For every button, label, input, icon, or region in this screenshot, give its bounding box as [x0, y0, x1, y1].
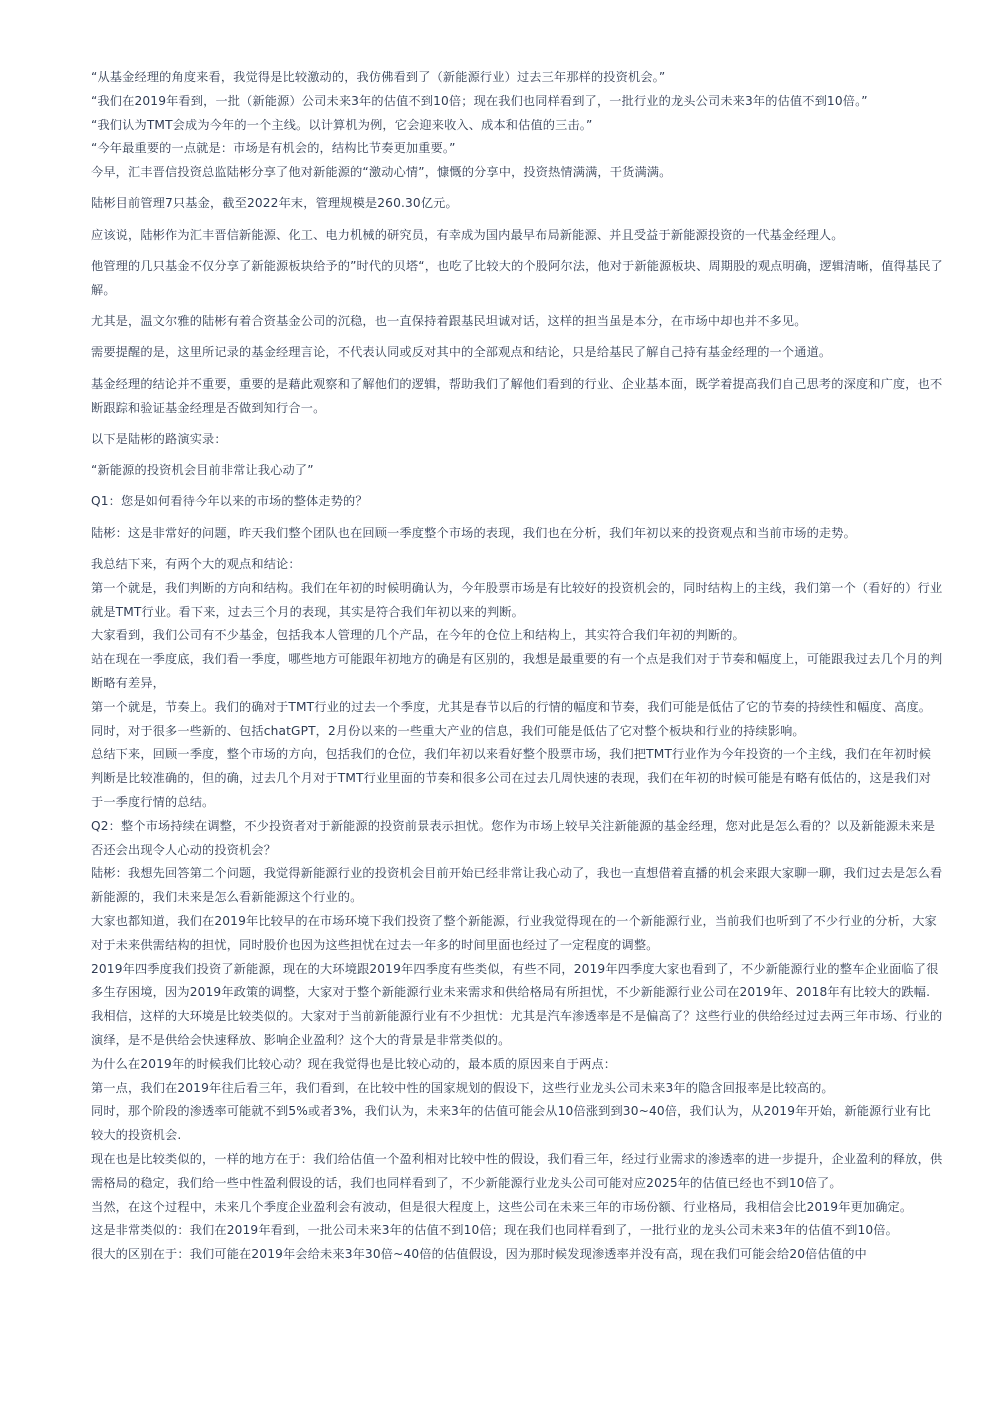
paragraph: 为什么在2019年的时候我们比较心动？现在我觉得也是比较心动的，最本质的原因来自于两点：: [91, 1056, 617, 1071]
paragraph: 2019年四季度我们投资了新能源，现在的大环境跟2019年四季度有些类似，有些不同，2019年四季度大家也看到了，不少新能源行业的整车企业面临了很多生存困境，因为2019年政策的调整，大家对于整个新能源行业未来需求和供给格局有所担忧，不少新能源行业公司在2019年、2018年有比较大的跌幅.: [91, 961, 939, 1000]
paragraph: Q2：整个市场持续在调整，不少投资者对于新能源的投资前景表示担忧。您作为市场上较早关注新能源的基金经理，您对此是怎么看的？以及新能源未来是否还会出现令人心动的投资机会？: [91, 818, 936, 857]
paragraph: 第一个就是，我们判断的方向和结构。我们在年初的时候明确认为，今年股票市场是有比较好的投资机会的，同时结构上的主线，我们第一个（看好的）行业就是TMT行业。看下来，过去三个月的表现，其实是符合我们年初以来的判断。: [91, 580, 943, 619]
paragraph: 很大的区别在于：我们可能在2019年会给未来3年30倍~40倍的估值假设，因为那时候发现渗透率并没有高，现在我们可能会给20倍估值的中: [91, 1247, 867, 1262]
paragraph: 站在现在一季度底，我们看一季度，哪些地方可能跟年初地方的确是有区别的，我想是最重要的有一个点是我们对于节奏和幅度上，可能跟我过去几个月的判断略有差异，: [91, 652, 943, 691]
paragraph: 应该说，陆彬作为汇丰晋信新能源、化工、电力机械的研究员，有幸成为国内最早布局新能源、并且受益于新能源投资的一代基金经理人。: [91, 227, 844, 242]
paragraph: 陆彬目前管理7只基金，截至2022年末，管理规模是260.30亿元。: [91, 196, 458, 211]
paragraph: 今早，汇丰晋信投资总监陆彬分享了他对新能源的“激动心情”，慷慨的分享中，投资热情满满，干货满满。: [91, 165, 672, 180]
paragraph: 同时，那个阶段的渗透率可能就不到5%或者3%，我们认为，未来3年的估值可能会从10倍涨到到30~40倍，我们认为，从2019年开始，新能源行业有比较大的投资机会.: [91, 1104, 931, 1143]
paragraph: 第一点，我们在2019年往后看三年，我们看到，在比较中性的国家规划的假设下，这些行业龙头公司未来3年的隐含回报率是比较高的。: [91, 1080, 834, 1095]
paragraph: “我们在2019年看到，一批（新能源）公司未来3年的估值不到10倍；现在我们也同样看到了，一批行业的龙头公司未来3年的估值不到10倍。”: [91, 93, 868, 108]
paragraph: Q1：您是如何看待今年以来的市场的整体走势的？: [91, 494, 368, 509]
paragraph: “新能源的投资机会目前非常让我心动了”: [91, 463, 314, 478]
paragraph: 我总结下来，有两个大的观点和结论：: [91, 557, 301, 572]
paragraph: 这是非常类似的：我们在2019年看到，一批公司未来3年的估值不到10倍；现在我们也同样看到了，一批行业的龙头公司未来3年的估值不到10倍。: [91, 1223, 898, 1238]
paragraph: 尤其是，温文尔雅的陆彬有着合资基金公司的沉稳，也一直保持着跟基民坦诚对话，这样的担当虽是本分，在市场中却也并不多见。: [91, 314, 807, 329]
paragraph: 大家也都知道，我们在2019年比较早的在市场环境下我们投资了整个新能源，行业我觉得现在的一个新能源行业，当前我们也听到了不少行业的分析，大家对于未来供需结构的担忧，同时股价也因为这些担忧在过去一年多的时间里面也经过了一定程度的调整。: [91, 914, 937, 952]
paragraph: “我们认为TMT会成为今年的一个主线。以计算机为例，它会迎来收入、成本和估值的三击。”: [91, 117, 593, 132]
paragraph: 当然，在这个过程中，未来几个季度企业盈利会有波动，但是很大程度上，这些公司在未来三年的市场份额、行业格局，我相信会比2019年更加确定。: [91, 1199, 913, 1214]
paragraph: 陆彬：这是非常好的问题，昨天我们整个团队也在回顾一季度整个市场的表现，我们也在分析，我们年初以来的投资观点和当前市场的走势。: [91, 525, 856, 540]
paragraph: 需要提醒的是，这里所记录的基金经理言论，不代表认同或反对其中的全部观点和结论，只是给基民了解自己持有基金经理的一个通道。: [91, 345, 832, 360]
paragraph: 他管理的几只基金不仅分享了新能源板块给予的”时代的贝塔“，也吃了比较大的个股阿尔法，他对于新能源板块、周期股的观点明确，逻辑清晰，值得基民了解。: [91, 259, 943, 297]
paragraph: “今年最重要的一点就是：市场是有机会的，结构比节奏更加重要。”: [91, 141, 456, 156]
paragraph: 第一个就是，节奏上。我们的确对于TMT行业的过去一个季度，尤其是春节以后的行情的幅度和节奏，我们可能是低估了它的节奏的持续性和幅度、高度。同时，对于很多一些新的、包括chatGPT，2月份以来的一些重大产业的信息，我们可能是低估了它对整个板块和行业的持续影响。: [91, 699, 932, 738]
paragraph: 现在也是比较类似的，一样的地方在于：我们给估值一个盈利相对比较中性的假设，我们看三年，经过行业需求的渗透率的进一步提升，企业盈利的释放，供需格局的稳定，我们给一些中性盈利假设的话，我们也同样看到了，不少新能源行业龙头公司可能对应2025年的估值已经也不到10倍了。: [91, 1151, 943, 1190]
paragraph: 我相信，这样的大环境是比较类似的。大家对于当前新能源行业有不少担忧：尤其是汽车渗透率是不是偏高了？这些行业的供给经过过去两三年市场、行业的演绎，是不是供给会快速释放、影响企业盈利？这个大的背景是非常类似的。: [91, 1009, 943, 1047]
paragraph: 大家看到，我们公司有不少基金，包括我本人管理的几个产品，在今年的仓位上和结构上，其实符合我们年初的判断的。: [91, 628, 745, 643]
paragraph: “从基金经理的角度来看，我觉得是比较激动的，我仿佛看到了（新能源行业）过去三年那样的投资机会。”: [91, 70, 666, 84]
paragraph: 基金经理的结论并不重要，重要的是藉此观察和了解他们的逻辑，帮助我们了解他们看到的行业、企业基本面，既学着提高我们自己思考的深度和广度，也不断跟踪和验证基金经理是否做到知行合一。: [91, 376, 943, 415]
paragraph: 总结下来，回顾一季度，整个市场的方向，包括我们的仓位，我们年初以来看好整个股票市场，我们把TMT行业作为今年投资的一个主线，我们在年初时候判断是比较准确的，但的确，过去几个月对于TMT行业里面的节奏和很多公司在过去几周快速的表现，我们在年初的时候可能是有略有低估的，这是我们对于一季度行情的总结。: [91, 747, 932, 810]
article-body: [91, 66, 943, 1267]
paragraph: 陆彬：我想先回答第二个问题，我觉得新能源行业的投资机会目前开始已经非常让我心动了，我也一直想借着直播的机会来跟大家聊一聊，我们过去是怎么看新能源的，我们未来是怎么看新能源这个行业的。: [91, 866, 943, 905]
paragraph: 以下是陆彬的路演实录：: [91, 431, 227, 446]
